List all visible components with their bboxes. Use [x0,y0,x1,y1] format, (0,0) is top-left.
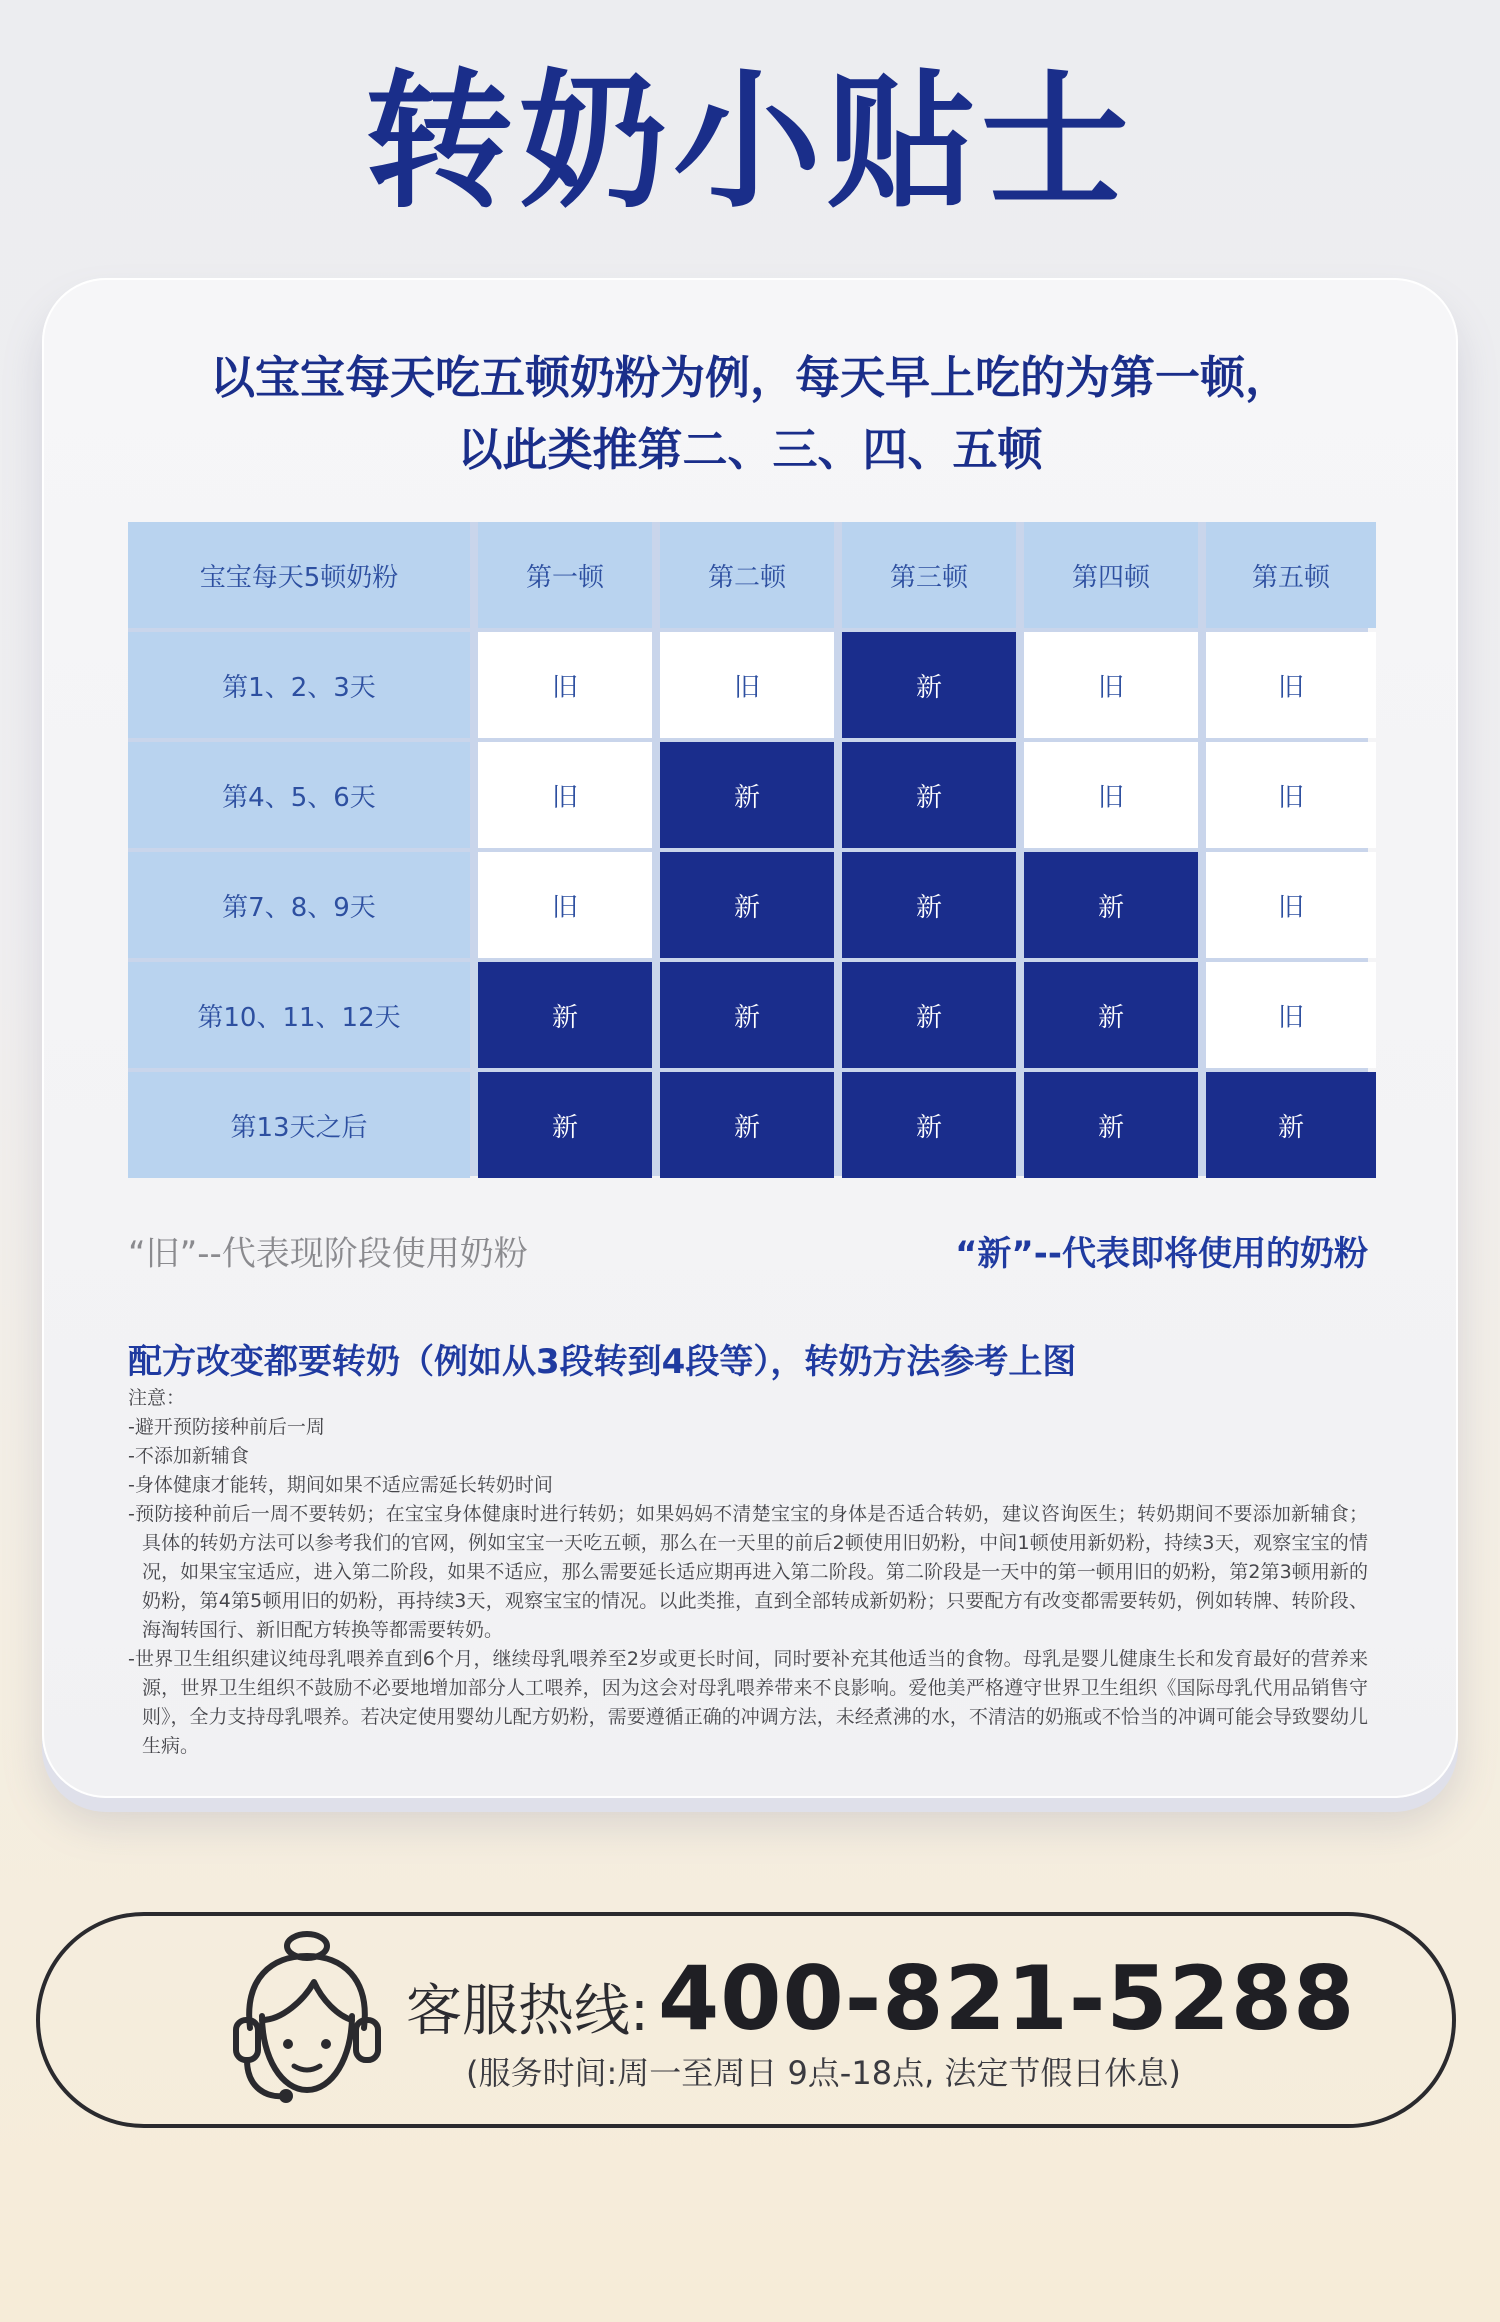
table-cell: 新 [660,962,834,1068]
table-cell: 新 [478,1072,652,1178]
table-cell: 旧 [1206,742,1376,848]
table-cell: 新 [478,962,652,1068]
intro-line-1: 以宝宝每天吃五顿奶粉为例，每天早上吃的为第一顿， [209,351,1290,404]
rule-title: 配方改变都要转奶（例如从3段转到4段等），转奶方法参考上图 [128,1342,1077,1382]
page-title: 转奶小贴士 [365,56,1135,228]
table-cell: 旧 [1206,962,1376,1068]
legend-new: “新”--代表即将使用的奶粉 [955,1234,1368,1274]
table-cell: 新 [1024,852,1198,958]
table-cell: 旧 [1024,632,1198,738]
row-label-days-1-3: 第1、2、3天 [128,632,470,738]
note-item: -世界卫生组织建议纯母乳喂养直到6个月，继续母乳喂养至2岁或更长时间，同时要补充其他适当的食物。母乳是婴儿健康生长和发育最好的营养来源，世界卫生组织不鼓励不必要地增加部分人工喂养，因为这会对母乳喂养带来不良影响。爱他美严格遵守世界卫生组织《国际母乳代用品销售守则》，全力支持母乳喂养。若决定使用婴幼儿配方奶粉，需要遵循正确的冲调方法，未经煮沸的水，不清洁的奶瓶或不恰当的冲调可能会导致婴幼儿生病。 [128,1648,1368,1757]
service-hours: (服务时间:周一至周日 9点-18点, 法定节假日休息) [466,2054,1181,2092]
notes-section [128,1384,1368,1761]
row-label-days-10-12: 第10、11、12天 [128,962,470,1068]
table-cell: 新 [1206,1072,1376,1178]
column-header-meal-1: 第一顿 [478,522,652,628]
legend [128,1226,1368,1276]
legend-old: “旧”--代表现阶段使用奶粉 [128,1234,528,1274]
column-header-meal-3: 第三顿 [842,522,1016,628]
note-item: -身体健康才能转，期间如果不适应需延长转奶时间 [128,1474,553,1496]
table-cell: 旧 [660,632,834,738]
table-cell: 新 [660,1072,834,1178]
column-header-meal-4: 第四顿 [1024,522,1198,628]
row-label-days-7-9: 第7、8、9天 [128,852,470,958]
row-label-days-4-6: 第4、5、6天 [128,742,470,848]
note-item: -避开预防接种前后一周 [128,1416,325,1438]
intro-line-2: 以此类推第二、三、四、五顿 [457,423,1043,476]
table-corner-header: 宝宝每天5顿奶粉 [128,522,470,628]
row-label-day-13-onward: 第13天之后 [128,1072,470,1178]
hotline-number[interactable]: 400-821-5288 [658,1947,1356,2050]
table-cell: 旧 [478,742,652,848]
table-cell: 新 [1024,1072,1198,1178]
table-cell: 旧 [478,632,652,738]
table-cell: 旧 [1024,742,1198,848]
table-cell: 新 [842,962,1016,1068]
column-header-meal-5: 第五顿 [1206,522,1376,628]
note-item: -不添加新辅食 [128,1445,249,1467]
table-cell: 新 [842,632,1016,738]
table-cell: 新 [1024,962,1198,1068]
table-cell: 新 [842,852,1016,958]
transition-table [128,522,1368,1176]
hotline-label: 客服热线: [406,1979,649,2044]
table-cell: 新 [660,852,834,958]
table-cell: 旧 [1206,632,1376,738]
customer-service-headset-icon [222,1928,392,2108]
table-cell: 旧 [1206,852,1376,958]
column-header-meal-2: 第二顿 [660,522,834,628]
notes-heading: 注意： [128,1387,186,1409]
table-cell: 旧 [478,852,652,958]
table-cell: 新 [660,742,834,848]
note-item: -预防接种前后一周不要转奶；在宝宝身体健康时进行转奶；如果妈妈不清楚宝宝的身体是否适合转奶，建议咨询医生；转奶期间不要添加新辅食；具体的转奶方法可以参考我们的官网，例如宝宝一天吃五顿，那么在一天里的前后2顿使用旧奶粉，中间1顿使用新奶粉，持续3天，观察宝宝的情况，如果宝宝适应，进入第二阶段，如果不适应，那么需要延长适应期再进入第二阶段。第二阶段是一天中的第一顿用旧的奶粉，第2第3顿用新的奶粉，第4第5顿用旧的奶粉，再持续3天，观察宝宝的情况。以此类推，直到全部转成新奶粉；只要配方有改变都需要转奶，例如转牌、转阶段、海淘转国行、新旧配方转换等都需要转奶。 [128,1503,1368,1641]
table-cell: 新 [842,1072,1016,1178]
table-cell: 新 [842,742,1016,848]
intro-text [0,342,1500,486]
